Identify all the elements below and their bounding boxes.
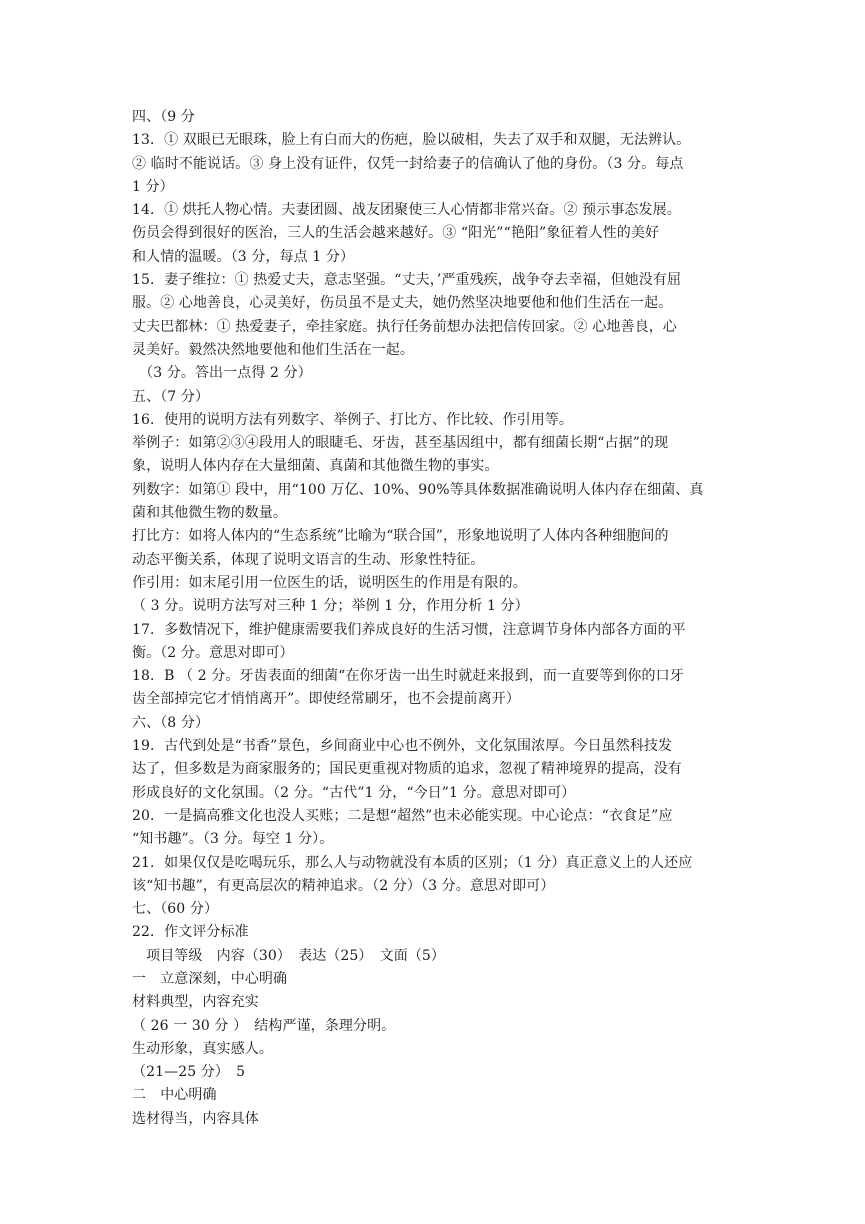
text-line: 齿全部掉完它才悄悄离开”。即使经常刷牙，也不会提前离开） (132, 691, 520, 708)
text-line: 18．B （ 2 分。牙齿表面的细菌“在你牙齿一出生时就赶来报到，而一直要等到你的口牙 (132, 668, 684, 685)
text-line: 一 立意深刻，中心明确 (132, 970, 288, 987)
text-line: 项目等级 内容（30） 表达（25） 文面（5） (132, 947, 446, 964)
text-line: 1 分） (132, 178, 174, 195)
text-line: 列数字：如第① 段中，用“100 万亿、10%、90%等具体数据准确说明人体内存在细菌、真 (132, 481, 704, 498)
text-line: 生动形象，真实感人。 (132, 1040, 273, 1057)
text-line: 五、（7 分） (132, 388, 210, 405)
text-line: 服。② 心地善良，心灵美好，伤员虽不是丈夫，她仍然坚决地要他和他们生活在一起。 (132, 295, 673, 312)
text-line: （3 分。答出一点得 2 分） (132, 365, 312, 382)
text-line: 16．使用的说明方法有列数字、举例子、打比方、作比较、作引用等。 (132, 411, 574, 428)
text-line: “知书趣”。（3 分。每空 1 分）。 (132, 831, 334, 848)
text-line: （21—25 分） 5 (132, 1064, 246, 1081)
text-line: 21．如果仅仅是吃喝玩乐，那么人与动物就没有本质的区别；（1 分）真正意义上的人还应 (132, 854, 693, 871)
text-line: 二 中心明确 (132, 1087, 217, 1104)
text-line: 13．① 双眼已无眼珠，脸上有白而大的伤疤，脸以破相，失去了双手和双腿，无法辨认。 (132, 132, 691, 149)
text-line: 菌和其他微生物的数量。 (132, 505, 288, 522)
answer-key-text (132, 106, 744, 1131)
text-line: 打比方：如将人体内的“生态系统”比喻为“联合国”，形象地说明了人体内各种细胞间的 (132, 528, 669, 545)
text-line: 四、（9 分 (132, 109, 195, 125)
text-line: 选材得当，内容具体 (132, 1110, 259, 1127)
text-line: 该“知书趣”，有更高层次的精神追求。（2 分）（3 分。意思对即可） (132, 877, 555, 894)
text-line: 15．妻子维拉：① 热爱丈夫，意志坚强。“丈夫，’严重残疾，战争夺去幸福，但她没有屈 (132, 272, 682, 289)
text-line: 作引用：如末尾引用一位医生的话，说明医生的作用是有限的。 (132, 574, 527, 591)
text-line: 丈夫巴都林：① 热爱妻子，牵挂家庭。执行任务前想办法把信传回家。② 心地善良，心 (132, 318, 677, 335)
text-line: 19．古代到处是“书香”景色，乡间商业中心也不例外，文化氛围浓厚。今日虽然科技发 (132, 738, 673, 755)
text-line: 20．一是搞高雅文化也没人买账；二是想“超然”也未必能实现。中心论点：“衣食足”应 (132, 807, 673, 824)
text-line: （ 26 一 30 分 ） 结构严谨，条理分明。 (132, 1017, 396, 1034)
text-line: 灵美好。毅然决然地要他和他们生活在一起。 (132, 341, 414, 358)
text-line: 22．作文评分标准 (132, 924, 249, 941)
text-line: 形成良好的文化氛围。（2 分。“古代”1 分，“今日”1 分。意思对即可） (132, 784, 576, 801)
text-line: 14．① 烘托人物心情。夫妻团圆、战友团聚使三人心情都非常兴奋。② 预示事态发展。 (132, 202, 681, 219)
text-line: 六、（8 分） (132, 714, 210, 731)
text-line: ② 临时不能说话。③ 身上没有证件，仅凭一封给妻子的信确认了他的身份。（3 分。每点 (132, 155, 684, 172)
text-line: 和人情的温暖。（3 分，每点 1 分） (132, 248, 355, 265)
text-line: 举例子：如第②③④段用人的眼睫毛、牙齿，甚至基因组中，都有细菌长期“占据”的现 (132, 435, 669, 452)
text-line: 达了，但多数是为商家服务的；国民更重视对物质的追求，忽视了精神境界的提高，没有 (132, 761, 682, 778)
text-line: 伤员会得到很好的医治，三人的生活会越来越好。③ “阳光”“艳阳”象征着人性的美好 (132, 225, 660, 242)
text-line: （ 3 分。说明方法写对三种 1 分；举例 1 分，作用分析 1 分） (132, 598, 529, 615)
text-line: 衡。（2 分。意思对即可） (132, 644, 294, 661)
text-line: 象，说明人体内存在大量细菌、真菌和其他微生物的事实。 (132, 458, 499, 475)
text-line: 七、（60 分） (132, 901, 219, 918)
text-line: 材料典型，内容充实 (132, 994, 259, 1011)
text-line: 17．多数情况下，维护健康需要我们养成良好的生活习惯，注意调节身体内部各方面的平 (132, 621, 686, 638)
text-line: 动态平衡关系，体现了说明文语言的生动、形象性特征。 (132, 551, 485, 568)
